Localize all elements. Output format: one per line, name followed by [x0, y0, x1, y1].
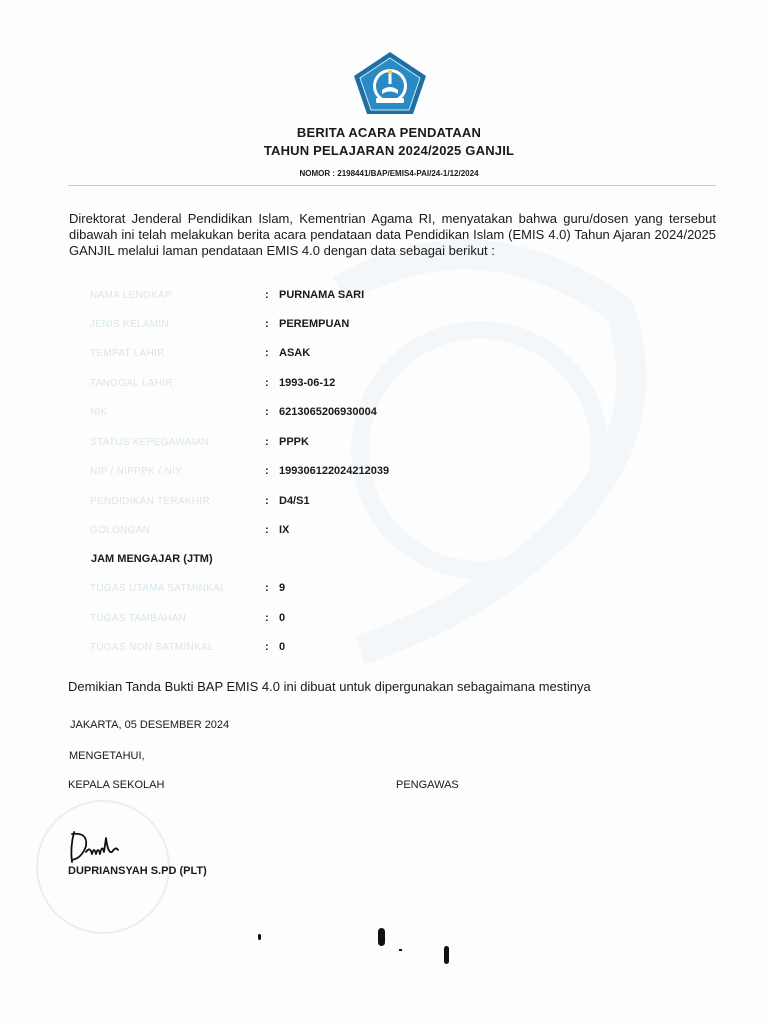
field-label: PENDIDIKAN TERAKHIR — [90, 496, 210, 507]
field-label: GOLONGAN — [90, 525, 151, 536]
field-label: TUGAS NON SATMINKAL — [90, 642, 214, 653]
jtm-heading: JAM MENGAJAR (JTM) — [91, 553, 213, 565]
field-value: 0 — [279, 641, 286, 653]
field-colon: : — [265, 406, 269, 418]
scan-speck — [258, 934, 261, 940]
field-colon: : — [265, 524, 269, 536]
header-divider — [68, 185, 716, 186]
signer-name: DUPRIANSYAH S.PD (PLT) — [68, 865, 207, 877]
document-subtitle: TAHUN PELAJARAN 2024/2025 GANJIL — [263, 143, 515, 158]
field-colon: : — [265, 289, 269, 301]
field-value: IX — [279, 524, 290, 536]
mengetahui-label: MENGETAHUI, — [69, 750, 145, 762]
field-value: PURNAMA SARI — [279, 289, 365, 301]
field-value: 9 — [279, 582, 286, 594]
field-label: STATUS KEPEGAWAIAN — [90, 437, 210, 448]
field-colon: : — [265, 495, 269, 507]
field-value: 199306122024212039 — [279, 465, 390, 477]
intro-paragraph: Direktorat Jenderal Pendidikan Islam, Kementrian Agama RI, menyatakan bahwa guru/dosen yang tersebut dibawah ini telah melakukan berita acara pendataan data Pendidikan Islam (EMIS 4.0) Tahun Ajaran 2024/2025 GANJIL melalui laman pendataan EMIS 4.0 dengan data sebagai berikut : — [69, 211, 716, 258]
field-colon: : — [265, 465, 269, 477]
role-pengawas: PENGAWAS — [396, 779, 459, 791]
field-label: NIP / NIPPPK / NIY — [90, 466, 182, 477]
closing-statement: Demikian Tanda Bukti BAP EMIS 4.0 ini dibuat untuk dipergunakan sebagaimana mestinya — [68, 679, 591, 694]
field-label: TUGAS TAMBAHAN — [90, 613, 187, 624]
kementerian-agama-emblem-icon — [352, 50, 428, 116]
field-label: TEMPAT LAHIR — [90, 348, 165, 359]
field-colon: : — [265, 582, 269, 594]
field-label: TANGGAL LAHIR — [90, 378, 173, 389]
field-value: D4/S1 — [279, 495, 310, 507]
field-colon: : — [265, 641, 269, 653]
scan-speck — [378, 928, 385, 946]
field-value: PPPK — [279, 436, 309, 448]
field-label: NIK — [90, 407, 108, 418]
field-value: 0 — [279, 612, 286, 624]
field-label: JENIS KELAMIN — [90, 319, 169, 330]
field-label: NAMA LENGKAP — [90, 290, 172, 301]
document-number: NOMOR : 2198441/BAP/EMIS4-PAI/24-1/12/2024 — [299, 169, 479, 178]
field-label: TUGAS UTAMA SATMINKAL — [90, 583, 226, 594]
field-colon: : — [265, 318, 269, 330]
place-date: JAKARTA, 05 DESEMBER 2024 — [70, 719, 230, 731]
field-value: PEREMPUAN — [279, 318, 350, 330]
document-title: BERITA ACARA PENDATAAN — [296, 125, 482, 140]
handwritten-signature-icon — [66, 828, 122, 866]
field-colon: : — [265, 436, 269, 448]
field-colon: : — [265, 612, 269, 624]
field-colon: : — [265, 377, 269, 389]
scan-speck — [399, 949, 402, 951]
field-value: 6213065206930004 — [279, 406, 377, 418]
scan-speck — [444, 946, 449, 964]
field-value: ASAK — [279, 347, 311, 359]
field-value: 1993-06-12 — [279, 377, 336, 389]
field-colon: : — [265, 347, 269, 359]
role-kepala-sekolah: KEPALA SEKOLAH — [68, 779, 165, 791]
